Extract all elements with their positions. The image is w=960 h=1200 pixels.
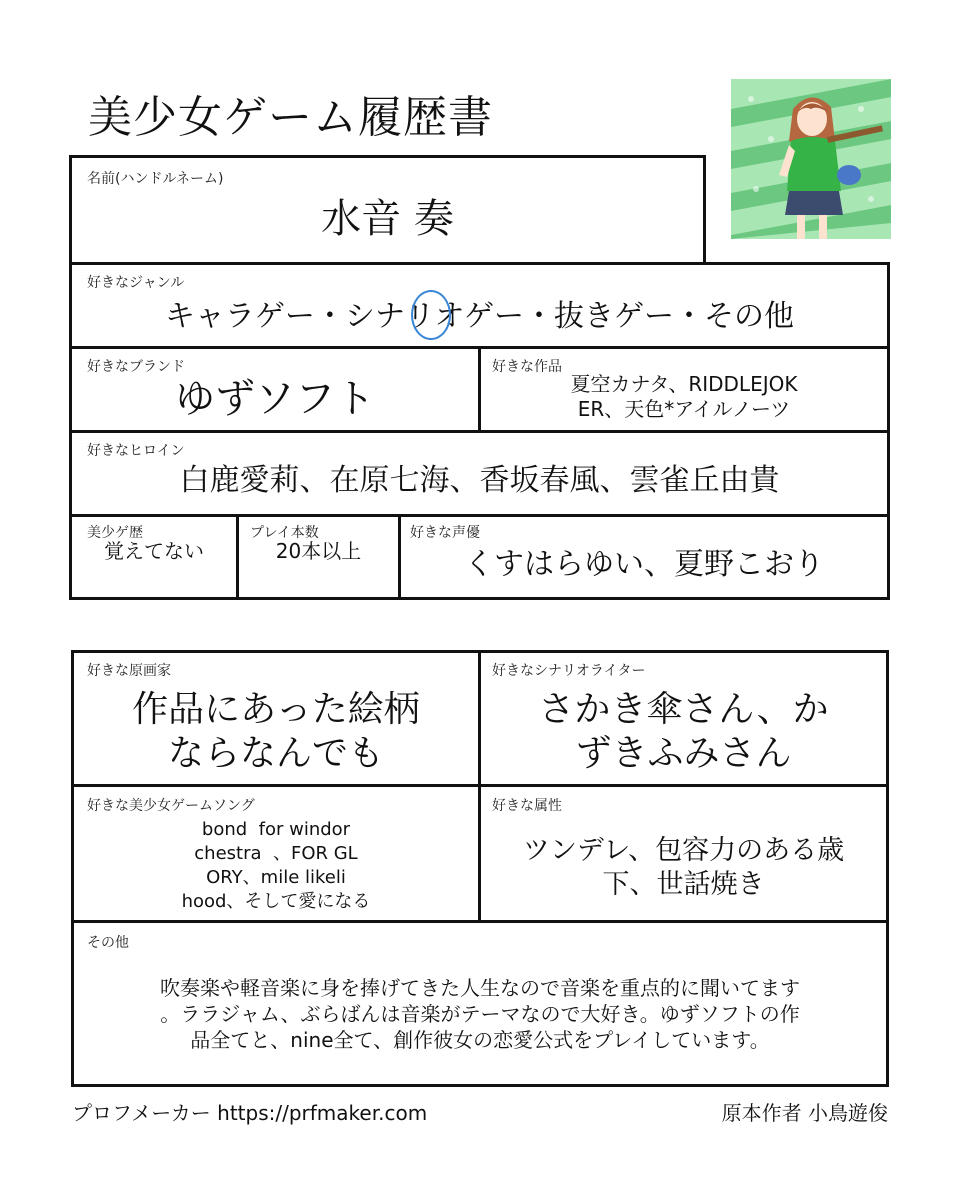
song-line-1: bond for windor xyxy=(201,819,351,840)
song-line-4: hood、そして愛になる xyxy=(181,891,371,912)
heroine-label: 好きなヒロイン xyxy=(87,443,185,459)
name-value: 水音 奏 xyxy=(321,196,454,242)
selection-circle xyxy=(411,290,451,340)
attr-line-1: ツンデレ、包容力のある歳 xyxy=(522,835,845,866)
writer-line-1: さかき傘さん、か xyxy=(538,689,829,730)
voice-label: 好きな声優 xyxy=(410,525,480,541)
genre-value: キャラゲー・シナリオゲー・抜きゲー・その他 xyxy=(164,299,795,334)
attr-label: 好きな属性 xyxy=(492,798,562,814)
brand-label: 好きなブランド xyxy=(87,359,185,375)
writer-label: 好きなシナリオライター xyxy=(492,663,646,679)
count-label: プレイ本数 xyxy=(250,525,319,541)
character-portrait xyxy=(731,79,891,239)
artist-line-2: ならなんでも xyxy=(167,733,384,774)
other-label: その他 xyxy=(87,935,129,951)
other-line-3: 品全てと、nine全て、創作彼女の恋愛公式をプレイしています。 xyxy=(190,1028,770,1052)
page-title: 美少女ゲーム履歴書 xyxy=(88,92,493,143)
song-line-2: chestra 、FOR GL xyxy=(194,843,358,864)
song-line-3: ORY、mile likeli xyxy=(206,867,346,888)
heroine-value: 白鹿愛莉、在原七海、香坂春風、雲雀丘由貴 xyxy=(179,463,780,498)
writer-line-2: ずきふみさん xyxy=(575,733,792,774)
attr-line-2: 下、世話焼き xyxy=(602,869,765,900)
history-value: 覚えてない xyxy=(104,539,204,563)
footer-author: 原本作者 小鳥遊俊 xyxy=(721,1101,888,1125)
genre-label: 好きなジャンル xyxy=(87,275,185,291)
name-label: 名前(ハンドルネーム) xyxy=(87,171,224,187)
other-line-1: 吹奏楽や軽音楽に身を捧げてきた人生なので音楽を重点的に聞いてます xyxy=(160,976,800,1000)
count-value: 20本以上 xyxy=(275,539,362,563)
footer-maker-link[interactable]: プロフメーカー https://prfmaker.com xyxy=(72,1101,428,1125)
song-label: 好きな美少女ゲームソング xyxy=(87,798,255,814)
works-line-2: ER、天色*アイルノーツ xyxy=(577,397,791,421)
other-line-2: 。ララジャム、ぶらばんは音楽がテーマなので大好き。ゆずソフトの作 xyxy=(160,1002,800,1026)
brand-value: ゆずソフト xyxy=(175,376,375,422)
works-line-1: 夏空カナタ、RIDDLEJOK xyxy=(570,372,798,396)
voice-value: くすはらゆい、夏野こおり xyxy=(464,547,824,582)
artist-line-1: 作品にあった絵柄 xyxy=(132,689,420,730)
history-label: 美少ゲ歴 xyxy=(87,525,143,541)
works-label: 好きな作品 xyxy=(492,359,562,375)
artist-label: 好きな原画家 xyxy=(87,663,171,679)
